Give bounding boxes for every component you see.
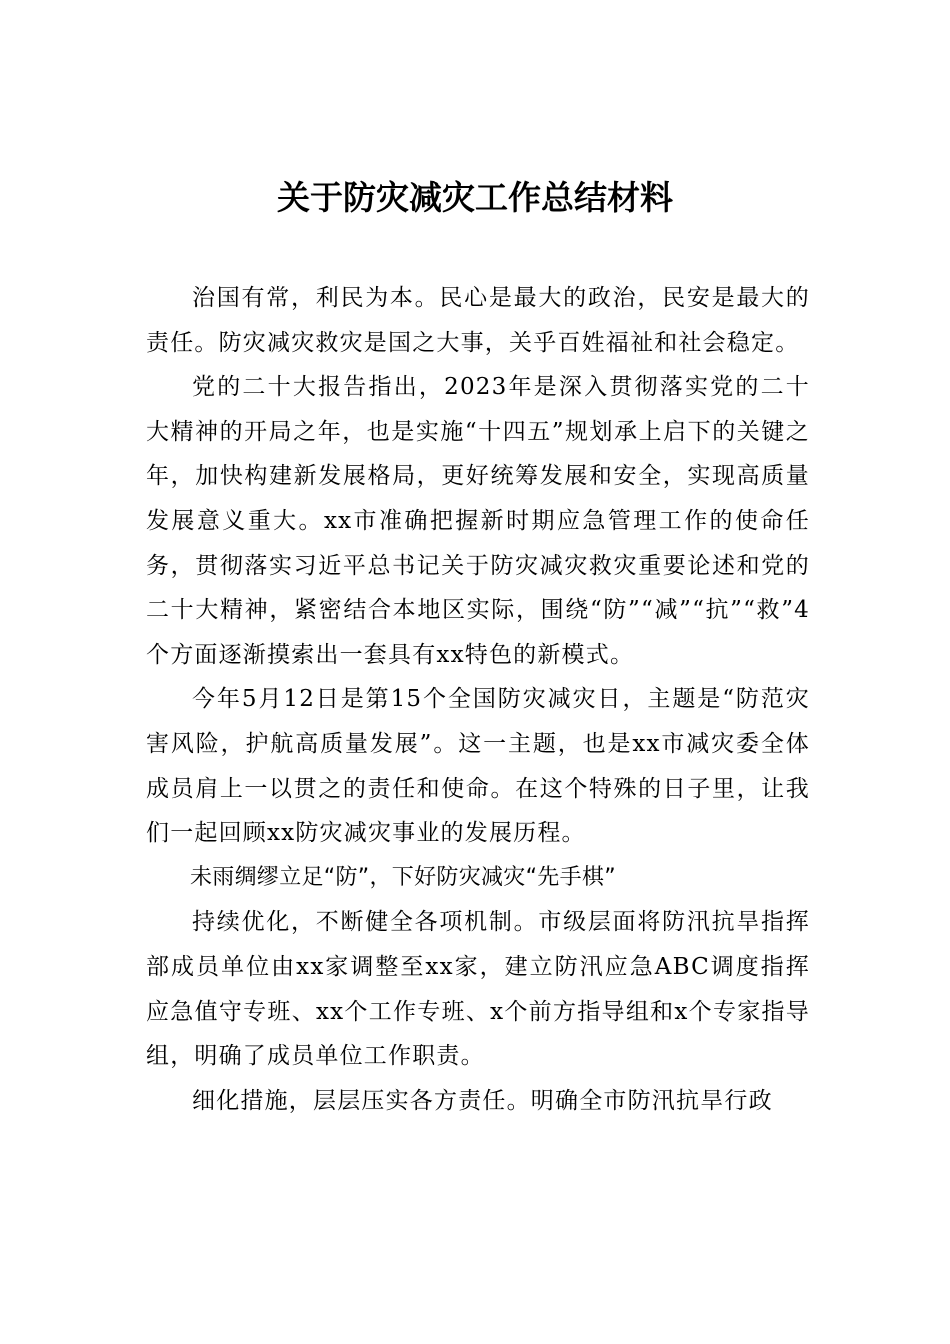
paragraph: 党的二十大报告指出，2023年是深入贯彻落实党的二十大精神的开局之年，也是实施“十四五”规划承上启下的关键之年，加快构建新发展格局，更好统筹发展和安全，实现高质量发展意义重大。xx市准确把握新时期应急管理工作的使命任务，贯彻落实习近平总书记关于防灾减灾救灾重要论述和党的二十大精神，紧密结合本地区实际，围绕“防”“减”“抗”“救”4个方面逐渐摸索出一套具有xx特色的新模式。 xyxy=(146,374,810,668)
document-title: 关于防灾减灾工作总结材料 xyxy=(277,178,673,217)
paragraph: 持续优化，不断健全各项机制。市级层面将防汛抗旱指挥部成员单位由xx家调整至xx家，建立防汛应急ABC调度指挥应急值守专班、xx个工作专班、x个前方指导组和x个专家指导组，明确了成员单位工作职责。 xyxy=(146,909,810,1070)
paragraph: 细化措施，层层压实各方责任。明确全市防汛抗旱行政 xyxy=(192,1087,773,1114)
document-body xyxy=(146,276,810,1123)
paragraph: 今年5月12日是第15个全国防灾减灾日，主题是“防范灾害风险，护航高质量发展”。这一主题，也是xx市减灾委全体成员肩上一以贯之的责任和使命。在这个特殊的日子里，让我们一起回顾xx防灾减灾事业的发展历程。 xyxy=(146,686,810,847)
paragraph: 治国有常，利民为本。民心是最大的政治，民安是最大的责任。防灾减灾救灾是国之大事，关乎百姓福祉和社会稳定。 xyxy=(146,285,810,356)
section-heading: 未雨绸缪立足“防”，下好防灾减灾“先手棋” xyxy=(190,864,616,890)
